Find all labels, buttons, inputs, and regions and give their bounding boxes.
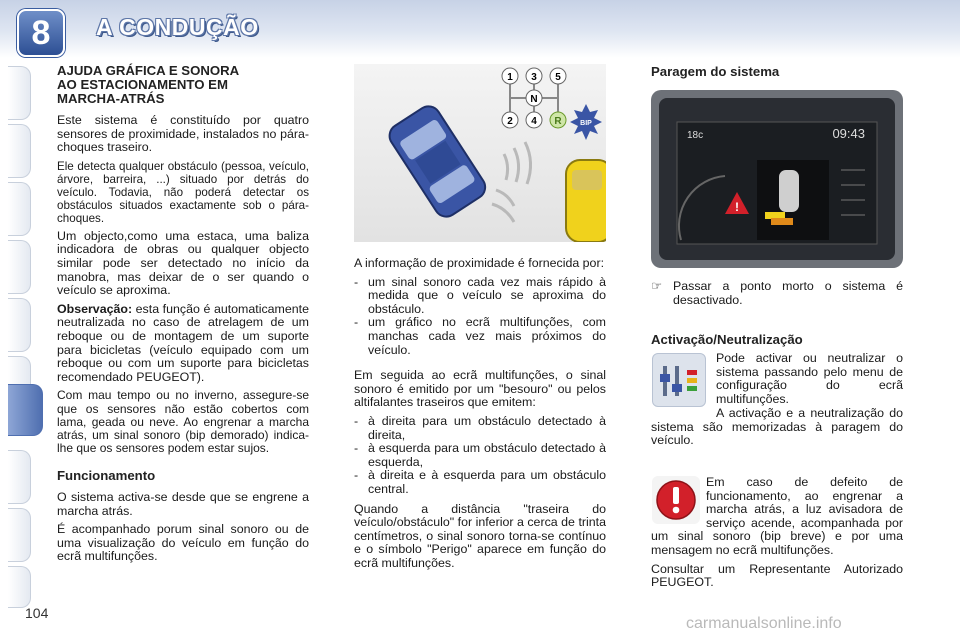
screen-time: 09:43 (832, 126, 865, 141)
column-middle (354, 257, 606, 575)
list-item: - um gráfico no ecrã multifunções, com manchas cada vez mais próximos do veículo. (354, 316, 606, 357)
svg-text:!: ! (735, 200, 739, 214)
list-item: - um sinal sonoro cada vez mais rápido à medida que o veículo se aproxima do obstáculo. (354, 276, 606, 317)
side-tab[interactable] (8, 240, 31, 294)
side-tab[interactable] (8, 508, 31, 562)
paragraph: A informação de proximidade é fornecida por: (354, 256, 605, 270)
gear-label: 3 (531, 72, 537, 83)
bullet-item (651, 280, 903, 307)
pointing-hand-icon: ☞ (651, 279, 663, 293)
paragraph: A activação e a neutralização do sistema são memorizadas à paragem do veículo. (651, 406, 903, 448)
paragraph: Um objecto,como uma estaca, uma baliza indicadora de obras ou qualquer objecto similar pode ser detectado no início da manobra, mas deixar de o ser quando o veículo se aproxima. (57, 228, 309, 298)
car-top-view (779, 170, 799, 212)
side-tab[interactable] (8, 66, 31, 120)
side-tab[interactable] (8, 298, 31, 352)
side-tab[interactable] (8, 450, 31, 504)
page-number: 104 (25, 605, 49, 621)
gear-label-reverse: R (554, 116, 562, 127)
paragraph: Em seguida ao ecrã multifunções, o sinal sonoro é emitido por um "besouro" ou pelos altifalantes traseiros que emitem: (354, 368, 606, 410)
gear-label: 5 (555, 72, 561, 83)
activation-text-block (716, 352, 903, 411)
list-item: - à direita para um obstáculo detectado à direita, (354, 415, 606, 442)
paragraph: Quando a distância "traseira do veículo/obstáculo" for inferior a cerca de trinta centímetros, o sinal sonoro torna-se contínuo e o símbolo "Perigo" aparece em função do ecrã multifunções. (354, 501, 606, 570)
column-right (651, 280, 903, 355)
paragraph: Consultar um Representante Autorizado PEUGEOT. (651, 561, 903, 590)
side-tab-active[interactable] (8, 384, 43, 436)
bullet-text: Passar a ponto morto o sistema é desactivado. (673, 279, 903, 307)
paragraph: Este sistema é constituído por quatro sensores de proximidade, instalados no pára-choques traseiro. (57, 113, 309, 155)
section-title-activation: Activação/Neutralização (651, 332, 803, 348)
float-spacer (651, 476, 706, 528)
speaker-list (354, 415, 606, 497)
chapter-number-badge: 8 (17, 9, 65, 57)
chapter-header (0, 0, 960, 58)
gear-label: 1 (507, 72, 513, 83)
title-line: AJUDA GRÁFICA E SONORA (57, 63, 240, 78)
title-line: MARCHA-ATRÁS (57, 91, 165, 106)
gear-label: 2 (507, 116, 513, 127)
paragraph: O sistema activa-se desde que se engrene a marcha atrás. (57, 489, 309, 518)
side-tab[interactable] (8, 124, 31, 178)
beep-label: BIP (580, 120, 592, 127)
multifunction-screen-image (651, 90, 903, 268)
paragraph: É acompanhado porum sinal sonoro ou de uma visualização do veículo em função do ecrã multifunções. (57, 522, 309, 564)
gear-label: N (530, 94, 538, 105)
failure-paragraph-wrap (651, 476, 903, 595)
settings-icon (652, 353, 706, 407)
watermark: carmanualsonline.info (686, 615, 842, 632)
chapter-side-tabs (0, 58, 36, 618)
memorization-text-block (651, 407, 903, 453)
proximity-info-list (354, 276, 606, 358)
section-title-system-stop: Paragem do sistema (651, 64, 780, 79)
list-item: - à esquerda para um obstáculo detectado à esquerda, (354, 442, 606, 469)
paragraph: Em caso de defeito de funcionamento, ao engrenar a marcha atrás, a luz avisadora de serviço acende, acompanhada por um sinal sonoro (bip breve) e por uma mensagem no ecrã multifunções. (651, 475, 903, 557)
side-tab[interactable] (8, 566, 31, 608)
observation-label: Observação: (57, 301, 133, 316)
side-tab[interactable] (8, 182, 31, 236)
gearbox-diagram (502, 68, 566, 128)
section-title-parking-aid (57, 64, 309, 106)
section-title-operation: Funcionamento (57, 468, 156, 484)
title-line: AO ESTACIONAMENTO EM (57, 77, 228, 92)
parked-car (566, 160, 606, 242)
paragraph: Com mau tempo ou no inverno, assegure-se que os sensores não estão cobertos com lama, geada ou neve. Ao engrenar a marcha atrás, um sinal sonoro (bip demorado) indica-lhe que os sensores podem estar sujos. (57, 388, 309, 456)
paragraph: Ele detecta qualquer obstáculo (pessoa, veículo, árvore, barreira, ...) situado por detrás do veículo. Todavia, não poderá detectar os obstáculos situados exactamente sob o pára-choques. (57, 159, 309, 225)
list-item: - à direita e à esquerda para um obstáculo central. (354, 469, 606, 496)
chapter-title: A CONDUÇÃO (96, 14, 259, 40)
gear-label: 4 (531, 116, 537, 127)
column-left (57, 64, 309, 569)
observation-text: esta função é automaticamente neutralizada no caso de atrelagem de um reboque ou de montagem de um suporte para bicicletas (veículo equipado com um reboque ou com um suporte para bicicletas recomendado PEUGEOT). (57, 301, 309, 384)
observation-paragraph (57, 303, 309, 385)
paragraph: Pode activar ou neutralizar o sistema passando pelo menu de configuração do ecrã multifunções. (716, 351, 903, 406)
parking-illustration (354, 64, 606, 242)
screen-left-readout: 18c (687, 130, 704, 141)
